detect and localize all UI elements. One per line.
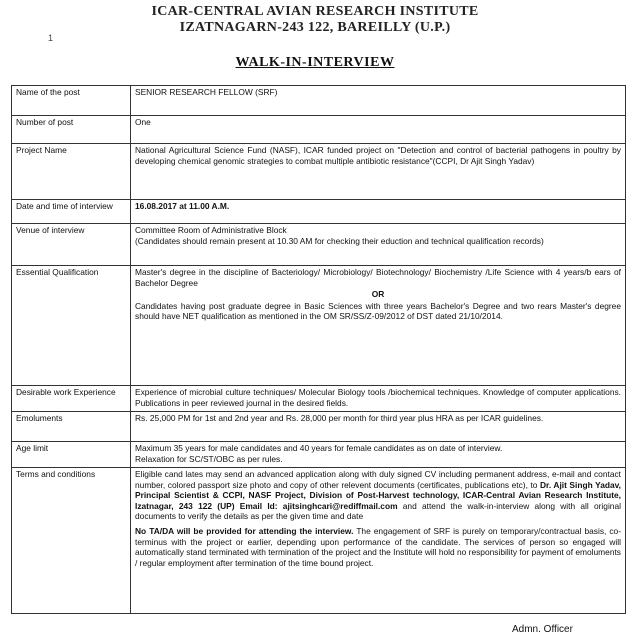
value-date: 16.08.2017 at 11.00 A.M. [131, 200, 626, 224]
value-age [131, 442, 626, 468]
row-emoluments [12, 412, 626, 442]
row-age [12, 442, 626, 468]
terms-text5: The engagement of SRF is purely on temporary/contractual basis, co-terminus with the project or earlier, depending upon performance of the candidate. The services of person so engaged will automatically stand terminated with termination of the project and the Institute will hold no responsibility for payment of emoluments / regular employment after termination of the time bound project. [135, 525, 622, 568]
age-line1: Maximum 35 years for male candidates and 40 years for female candidates as on date of interview. [135, 443, 503, 453]
value-number: One [131, 116, 626, 144]
terms-text1: Eligible cand lates may send an advanced application along with duly signed CV including permanent address, e-mail and contact number, colored passport size photo and copy of other relevent documents (certificates, publications etc), to [135, 469, 621, 490]
terms-text3: and attend the walk-in-interview along with all original documents to verify the details as per the given time and date [135, 500, 621, 522]
page-title: WALK-IN-INTERVIEW [235, 55, 395, 70]
label-qualification: Essential Qualification [12, 266, 131, 386]
label-terms: Terms and conditions [12, 468, 131, 614]
row-qualification [12, 266, 626, 386]
row-venue [12, 224, 626, 266]
terms-para2 [135, 526, 621, 568]
row-post [12, 86, 626, 116]
value-post: SENIOR RESEARCH FELLOW (SRF) [131, 86, 626, 116]
label-project: Project Name [12, 144, 131, 200]
row-experience [12, 386, 626, 412]
institute-name: ICAR-CENTRAL AVIAN RESEARCH INSTITUTE [151, 4, 479, 19]
venue-line2: (Candidates should remain present at 10.30 AM for checking their eduction and technical qualification records) [135, 235, 544, 246]
interview-table [11, 85, 626, 614]
label-venue: Venue of interview [12, 224, 131, 266]
value-terms [131, 468, 626, 614]
label-age: Age limit [12, 442, 131, 468]
terms-contact: Dr. Ajit Singh Yadav, Principal Scientist & CCPI, NASF Project, Division of Post-Harvest technology, ICAR-Central Avian Research Institute, Izatnagar, 243 122 (UP) Email Id: ajitsinghcari@rediffmail.com [135, 479, 622, 511]
row-terms [12, 468, 626, 614]
page-mark: 1 [48, 33, 54, 43]
row-number [12, 116, 626, 144]
value-qualification [131, 266, 626, 386]
row-project [12, 144, 626, 200]
value-venue [131, 224, 626, 266]
qualification-p1: Master's degree in the discipline of Bacteriology/ Microbiology/ Biotechnology/ Biochemistry /Life Science with 4 years/b ears of Bachelor Degree [135, 267, 621, 288]
terms-tada: No TA/DA will be provided for attending the interview. [135, 525, 354, 536]
age-line2: Relaxation for SC/ST/OBC as per rules. [135, 453, 283, 464]
label-post: Name of the post [12, 86, 131, 116]
label-emoluments: Emoluments [12, 412, 131, 442]
label-date: Date and time of interview [12, 200, 131, 224]
label-experience: Desirable work Experience [12, 386, 131, 412]
terms-para1 [135, 469, 621, 522]
value-experience: Experience of microbial culture techniques/ Molecular Biology tools /biochemical techniques. Knowledge of computer applications. Publications in peer reviewed journal in the desired fields. [131, 386, 626, 412]
signatory: Admn. Officer [512, 624, 573, 635]
qualification-p2: Candidates having post graduate degree in Basic Sciences with three years Bachelor's Degree and two rears Master's degree should have NET qualification as mentioned in the OM SR/SS/Z-09/2012 of DST dated 21/10/2014. [135, 300, 621, 322]
venue-line1: Committee Room of Administrative Block [135, 225, 287, 235]
qualification-or: OR [371, 289, 385, 300]
value-project: National Agricultural Science Fund (NASF), ICAR funded project on "Detection and control of bacterial pathogens in poultry by developing chemical genomic strategies to combat multiple antibiotic resistance"(CCPI, Dr Ajit Singh Yadav) [131, 144, 626, 200]
label-number: Number of post [12, 116, 131, 144]
row-date [12, 200, 626, 224]
value-emoluments: Rs. 25,000 PM for 1st and 2nd year and Rs. 28,000 per month for third year plus HRA as per ICAR guidelines. [131, 412, 626, 442]
institute-address: IZATNAGARN-243 122, BAREILLY (U.P.) [179, 20, 451, 35]
